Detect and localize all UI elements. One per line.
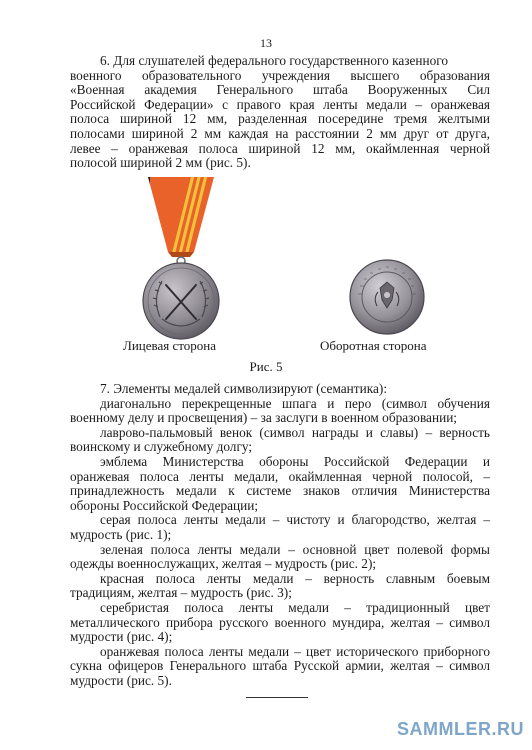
section-7-item: диагонально перекрещенные шпага и перо (символ обучения военному делу и просвещения) – за заслуги в военном образовании; [70, 395, 490, 426]
figure-caption-back: Оборотная сторона [320, 338, 427, 353]
section-7-item: лаврово-пальмовый венок (символ награды и славы) – верность воинскому и служебному долгу; [70, 424, 490, 455]
end-rule [246, 697, 308, 698]
watermark: SAMMLER.RU [397, 719, 524, 739]
page-number: 13 [260, 36, 272, 50]
section-6-line: «Военная академия Генерального штаба Вооруженных Сил [70, 82, 490, 98]
section-6-line: полосами шириной 2 мм каждая на расстоянии 2 мм друг от друга, [70, 125, 490, 141]
section-6-line: военного образовательного учреждения высшего образования [70, 67, 490, 83]
section-7-item: красная полоса ленты медали – верность славным боевым традициям, желтая – мудрость (рис. 3); [70, 570, 490, 601]
section-7-block [70, 382, 490, 688]
section-6-line: Российской Федерации» с правого края ленты медали – оранжевая [70, 96, 490, 112]
section-7-item: серебристая полоса ленты медали – традиционный цвет металлического прибора русского военного мундира, желтая – символ мудрости (рис. 4); [70, 599, 490, 645]
ribbon-black-stripe [138, 177, 150, 257]
figure-caption-front: Лицевая сторона [123, 338, 216, 353]
section-7-heading: 7. Элементы медалей символизируют (семантика): [100, 381, 388, 396]
medal-front-image [138, 177, 224, 342]
section-7-item: серая полоса ленты медали – чистоту и благородство, желтая – мудрость (рис. 1); [70, 512, 490, 542]
medal-reverse-image [348, 258, 426, 336]
section-6-line: полосой шириной 2 мм (рис. 5). [70, 155, 251, 171]
section-6-paragraph [70, 54, 490, 171]
ribbon-orange-stripe-left [150, 177, 176, 257]
section-7-item: оранжевая полоса ленты медали – цвет исторического приборного сукна офицеров Генерального штаба Русской армии, желтая – символ мудрости (рис. 5). [70, 643, 490, 688]
section-7-item: зеленая полоса ленты медали – основной цвет полевой формы одежды военнослужащих, желтая – мудрость (рис. 2); [70, 541, 490, 572]
section-7-item: эмблема Министерства обороны Российской Федерации и оранжевая полоса ленты медали, окаймленная черной полосой, – принадлежность медали к системе знаков отличия Министерства обороны Российской Федерации; [70, 453, 490, 513]
figure-label: Рис. 5 [249, 359, 283, 374]
section-6-line: левее – оранжевая полоса шириной 12 мм, окаймленная черной [70, 140, 490, 156]
section-6-line: 6. Для слушателей федерального государственного казенного [100, 53, 449, 68]
section-6-line: полоса шириной 12 мм, разделенная посередине тремя желтыми [70, 111, 490, 127]
